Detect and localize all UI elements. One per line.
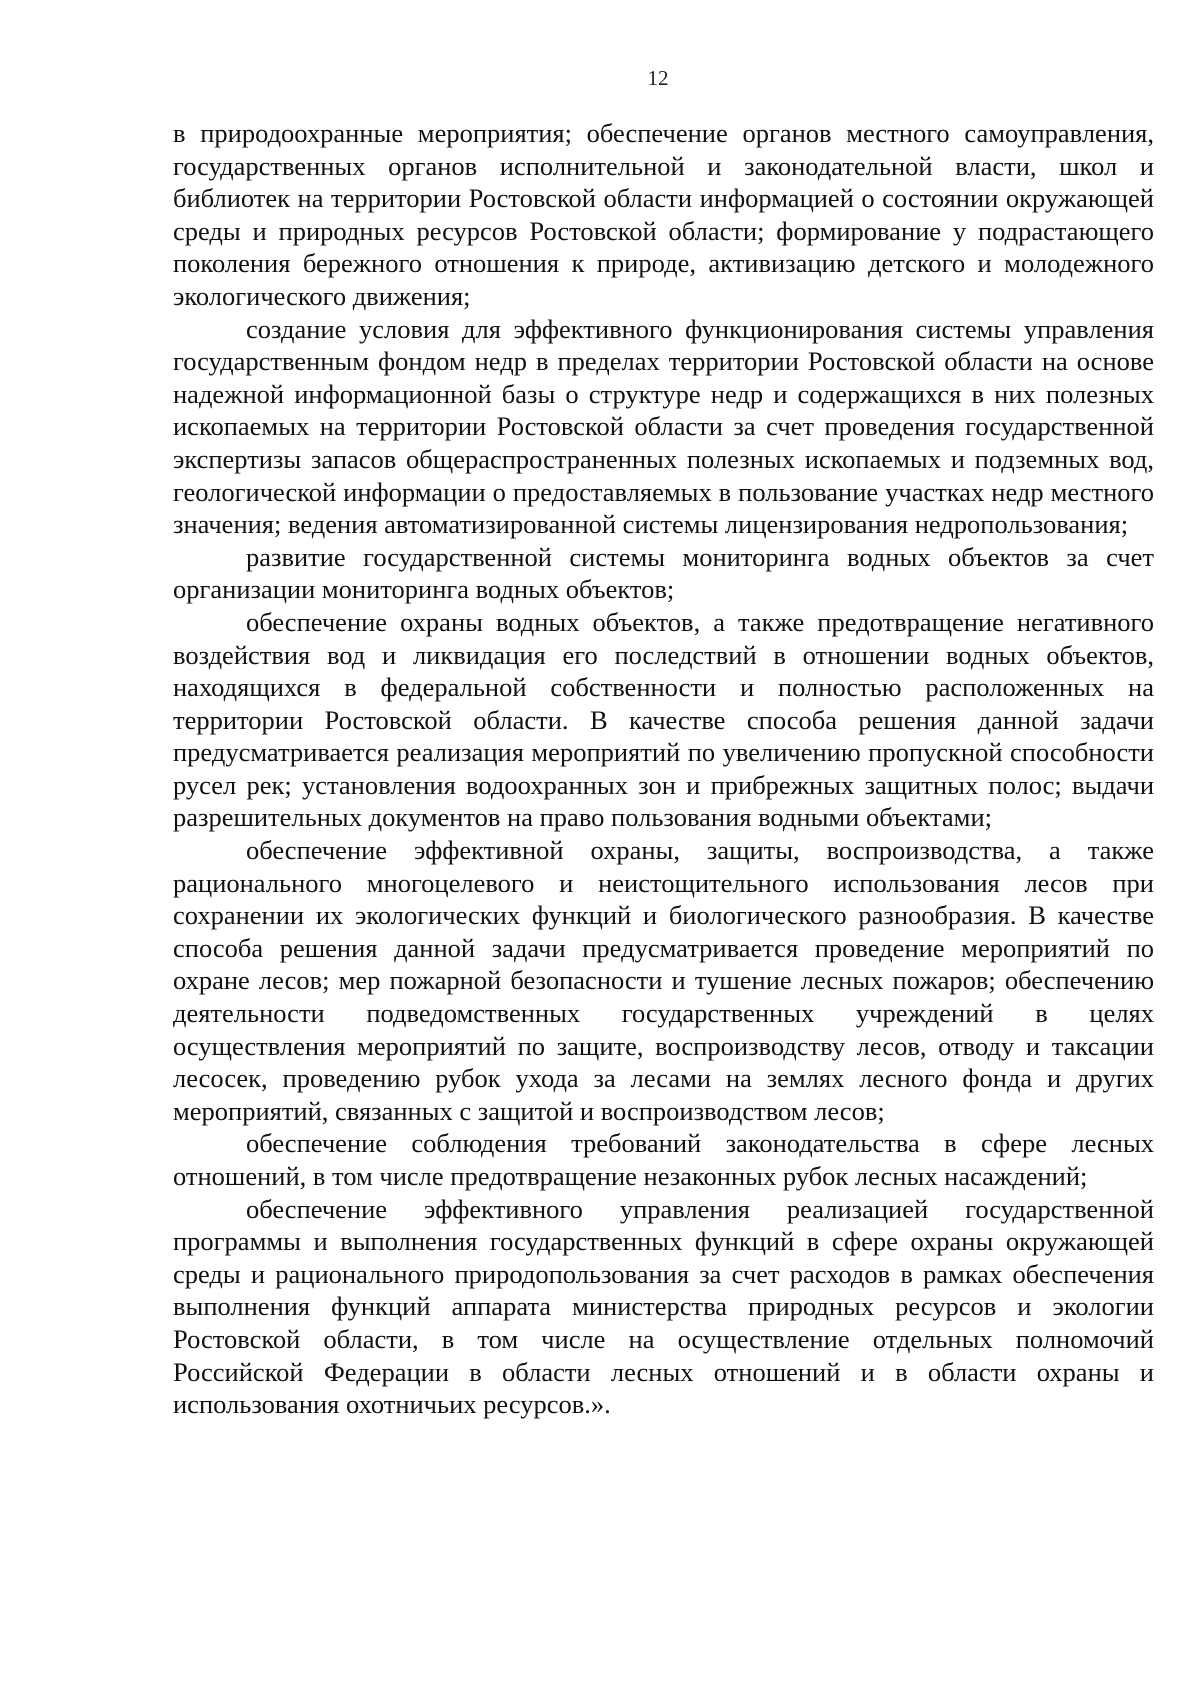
paragraph-continuation: в природоохранные мероприятия; обеспечение органов местного самоуправления, государственных органов исполнительной и законодательной власти, школ и библиотек на территории Ростовской области информацией о состоянии окружающей среды и природных ресурсов Ростовской области; формирование у подрастающего поколения бережного отношения к природе, активизацию детского и молодежного экологического движения; [173, 118, 1154, 311]
paragraph-program-management: обеспечение эффективного управления реализацией государственной программы и выполнения государственных функций в сфере охраны окружающей среды и рационального природопользования за счет расходов в рамках обеспечения выполнения функций аппарата министерства природных ресурсов и экологии Ростовской области, в том числе на осуществление отдельных полномочий Российской Федерации в области лесных отношений и в области охраны и использования охотничьих ресурсов.». [173, 1193, 1154, 1420]
document-body [173, 117, 1154, 1421]
paragraph-forest-law-compliance: обеспечение соблюдения требований законодательства в сфере лесных отношений, в том числе предотвращение незаконных рубок лесных насаждений; [173, 1128, 1154, 1191]
paragraph-water-monitoring: развитие государственной системы мониторинга водных объектов за счет организации мониторинга водных объектов; [173, 541, 1154, 605]
paragraph-subsoil-management: создание условия для эффективного функционирования системы управления государственным фондом недр в пределах территории Ростовской области на основе надежной информационной базы о структуре недр и содержащихся в них полезных ископаемых на территории Ростовской области за счет проведения государственной экспертизы запасов общераспространенных полезных ископаемых и подземных вод, геологической информации о предоставляемых в пользование участках недр местного значения; ведения автоматизированной системы лицензирования недропользования; [173, 313, 1154, 540]
page-number: 12 [647, 66, 669, 90]
paragraph-water-protection: обеспечение охраны водных объектов, а также предотвращение негативного воздействия вод и ликвидация его последствий в отношении водных объектов, находящихся в федеральной собственности и полностью расположенных на территории Ростовской области. В качестве способа решения данной задачи предусматривается реализация мероприятий по увеличению пропускной способности русел рек; установления водоохранных зон и прибрежных защитных полос; выдачи разрешительных документов на право пользования водными объектами; [173, 606, 1154, 833]
paragraph-forest-protection: обеспечение эффективной охраны, защиты, воспроизводства, а также рационального многоцелевого и неистощительного использования лесов при сохранении их экологических функций и биологического разнообразия. В качестве способа решения данной задачи предусматривается проведение мероприятий по охране лесов; мер пожарной безопасности и тушение лесных пожаров; обеспечению деятельности подведомственных государственных учреждений в целях осуществления мероприятий по защите, воспроизводству лесов, отводу и таксации лесосек, проведению рубок ухода за лесами на землях лесного фонда и других мероприятий, связанных с защитой и воспроизводством лесов; [173, 835, 1154, 1126]
